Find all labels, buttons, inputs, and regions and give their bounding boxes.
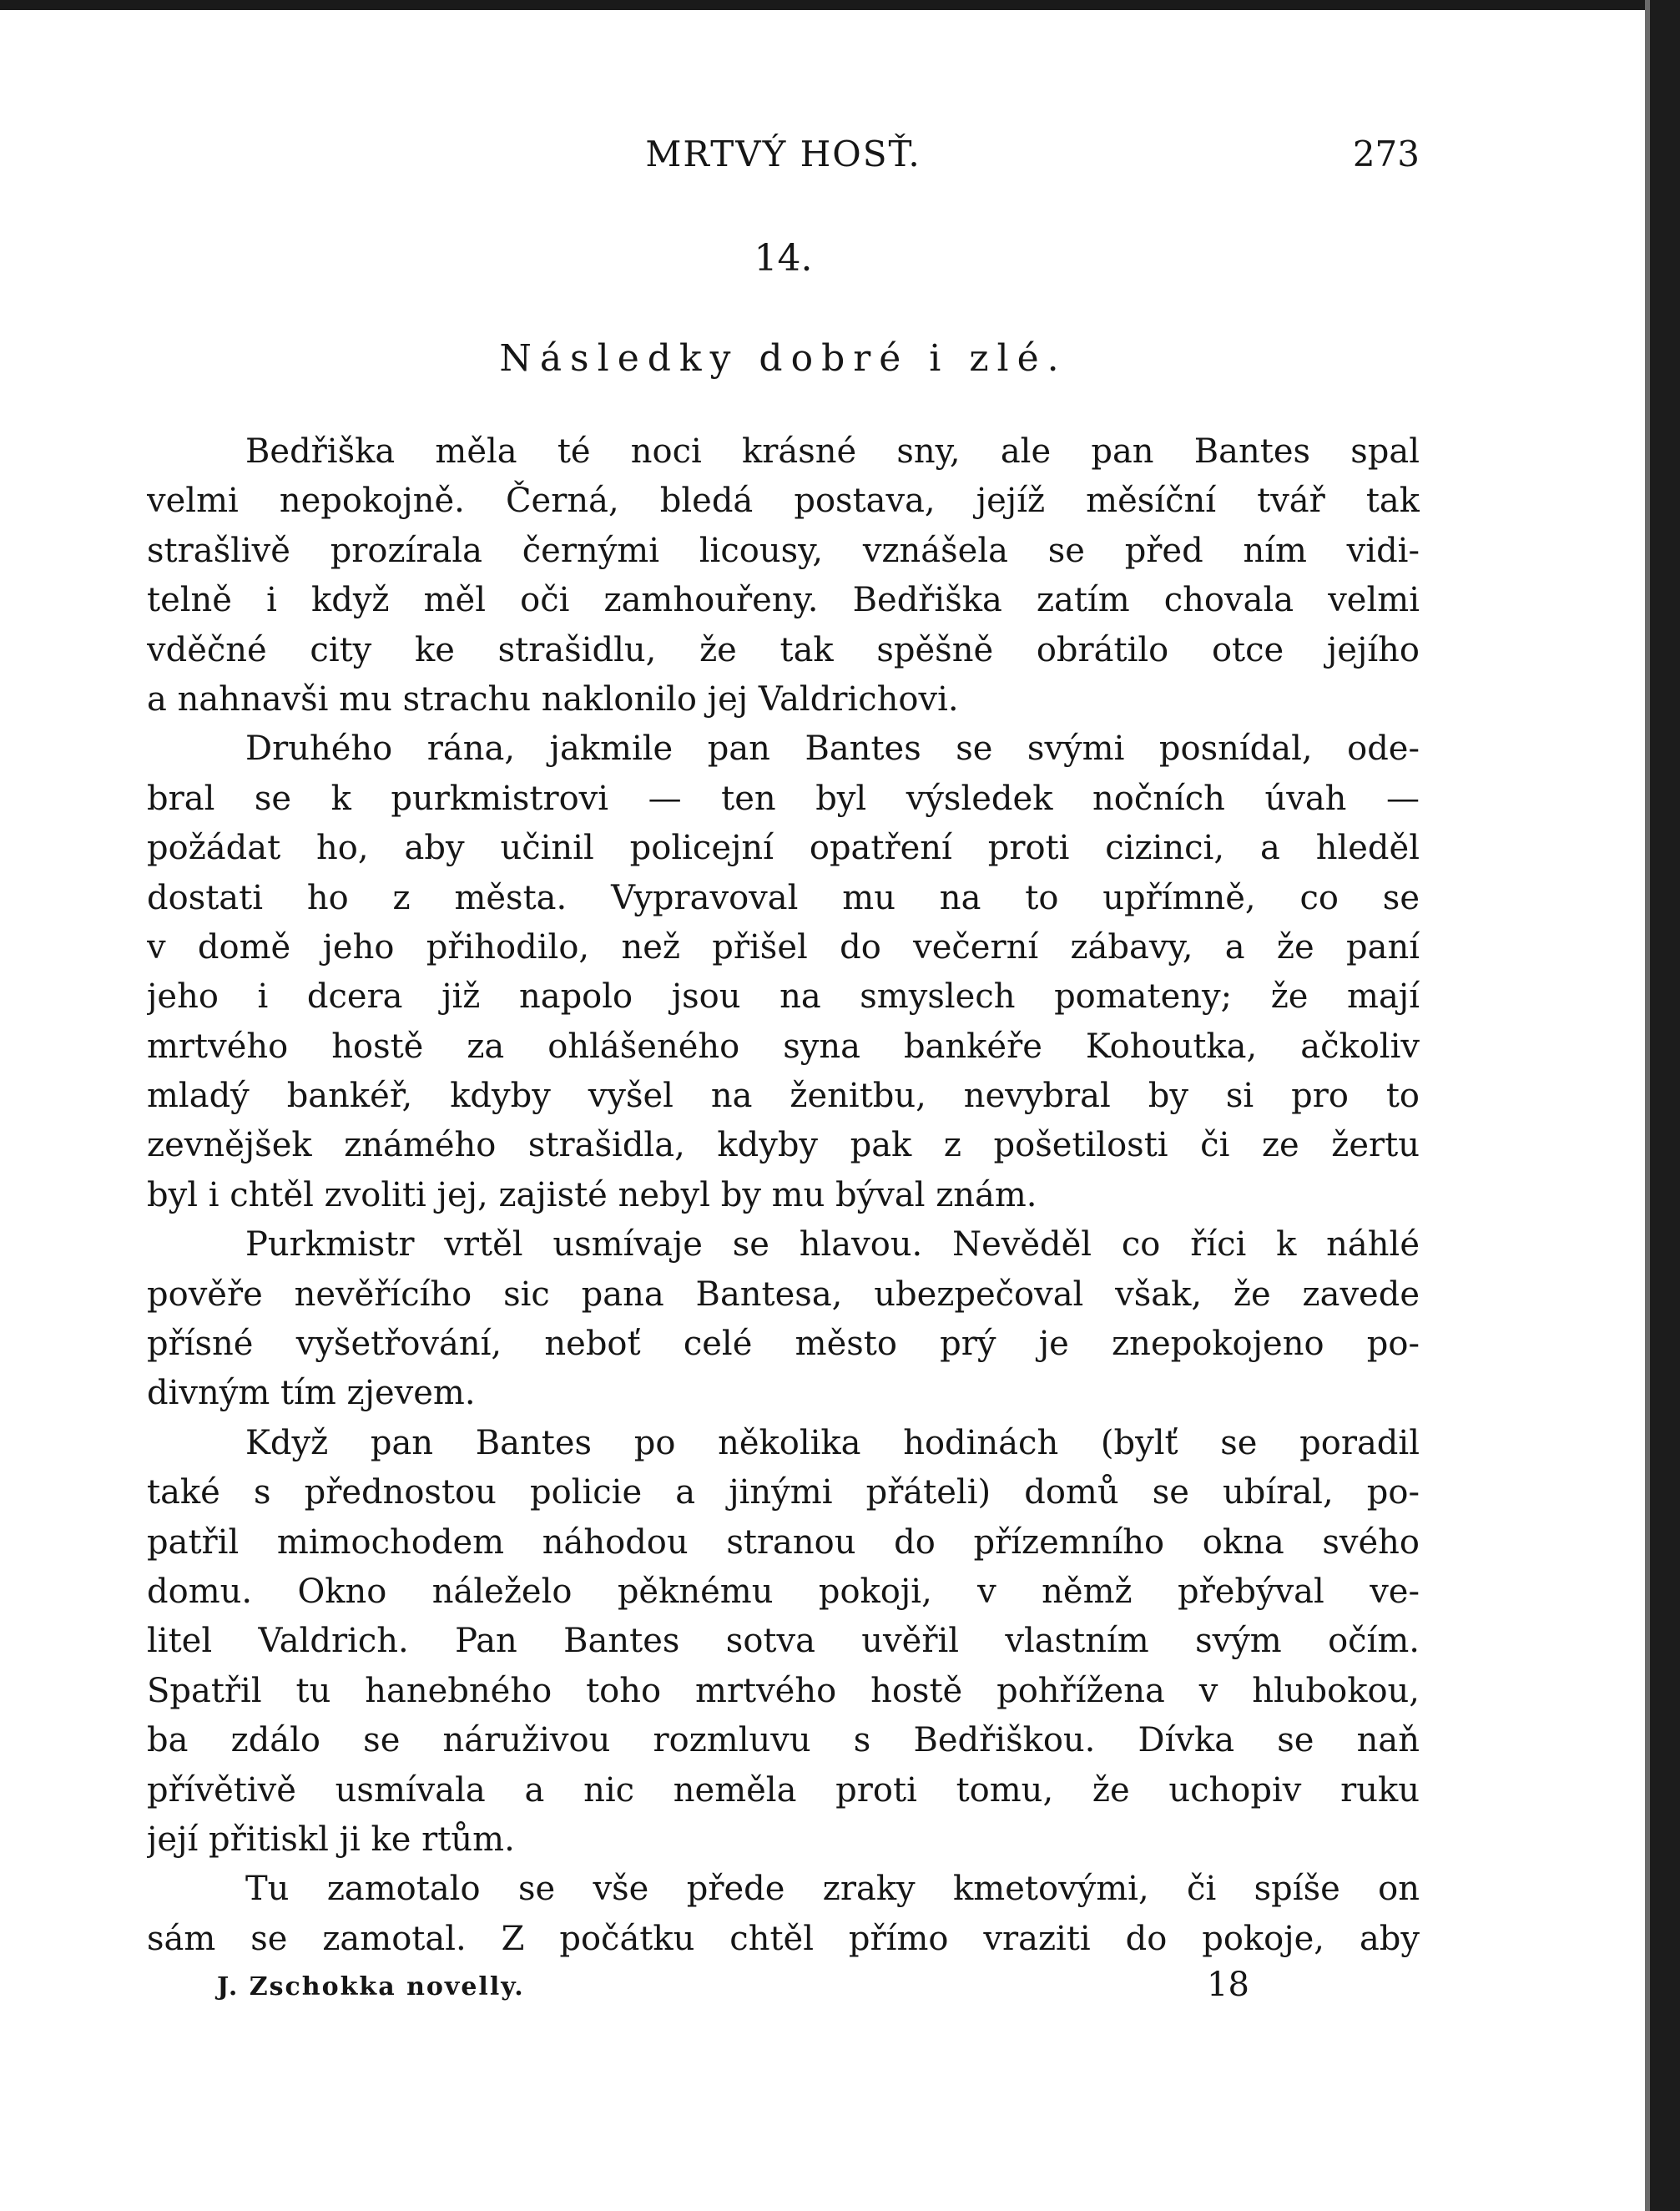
scan-edge-top xyxy=(0,0,1680,10)
text-line: Druhého rána, jakmile pan Bantes se svými posnídal, ode- xyxy=(245,729,1420,769)
text-line: v domě jeho přihodilo, než přišel do večerní zábavy, a že paní xyxy=(147,927,1420,967)
text-line: vděčné city ke strašidlu, že tak spěšně obrátilo otce jejího xyxy=(147,630,1420,669)
chapter-number: 14. xyxy=(754,237,813,280)
text-line: sám se zamotal. Z počátku chtěl přímo vraziti do pokoje, aby xyxy=(147,1919,1420,1958)
text-line: zevnějšek známého strašidla, kdyby pak z pošetilosti či ze žertu xyxy=(147,1126,1420,1165)
sheet-number: 18 xyxy=(1207,1966,1249,2005)
text-line: strašlivě prozírala černými licousy, vznášela se před ním vidi- xyxy=(147,531,1420,570)
text-line: přísné vyšetřování, neboť celé město prý je znepokojeno po- xyxy=(147,1325,1420,1364)
text-line: Bedřiška měla té noci krásné sny, ale pan Bantes spal xyxy=(245,432,1420,471)
text-line: mrtvého hostě za ohlášeného syna bankéře Kohoutka, ačkoliv xyxy=(147,1027,1420,1066)
text-line: domu. Okno náleželo pěknému pokoji, v němž přebýval ve- xyxy=(147,1572,1420,1611)
text-line: byl i chtěl zvoliti jej, zajisté nebyl by mu býval znám. xyxy=(147,1175,1037,1214)
text-line: Spatřil tu hanebného toho mrtvého hostě pohřížena v hlubokou, xyxy=(147,1671,1420,1710)
text-line: bral se k purkmistrovi — ten byl výsledek nočních úvah — xyxy=(147,779,1420,818)
scan-edge-right xyxy=(1650,0,1680,2211)
text-line: požádat ho, aby učinil policejní opatření proti cizinci, a hleděl xyxy=(147,829,1420,868)
text-line: jeho i dcera již napolo jsou na smyslech pomateny; že mají xyxy=(147,977,1420,1017)
text-line: mladý bankéř, kdyby vyšel na ženitbu, nevybral by si pro to xyxy=(147,1077,1420,1116)
text-line: dostati ho z města. Vypravoval mu na to upřímně, co se xyxy=(147,878,1420,917)
text-line: patřil mimochodem náhodou stranou do přízemního okna svého xyxy=(147,1522,1420,1562)
text-line: ba zdálo se náruživou rozmluvu s Bedřiškou. Dívka se naň xyxy=(147,1721,1420,1760)
text-line: velmi nepokojně. Černá, bledá postava, jejíž měsíční tvář tak xyxy=(147,482,1420,521)
book-page xyxy=(147,134,1420,2053)
chapter-title: Následky dobré i zlé. xyxy=(499,337,1067,380)
text-line: její přitiskl ji ke rtům. xyxy=(147,1820,515,1859)
text-line: přívětivě usmívala a nic neměla proti tomu, že uchopiv ruku xyxy=(147,1770,1420,1810)
running-title: MRTVÝ HOSŤ. xyxy=(645,134,921,174)
text-line: Když pan Bantes po několika hodinách (bylť se poradil xyxy=(245,1423,1420,1462)
running-head xyxy=(147,134,1420,184)
page-footer xyxy=(147,1966,1420,2016)
text-line: také s přednostou policie a jinými přáteli) domů se ubíral, po- xyxy=(147,1473,1420,1512)
text-line: telně i když měl oči zamhouřeny. Bedřiška zatím chovala velmi xyxy=(147,581,1420,620)
text-line: pověře nevěřícího sic pana Bantesa, ubezpečoval však, že zavede xyxy=(147,1275,1420,1314)
text-line: litel Valdrich. Pan Bantes sotva uvěřil vlastním svým očím. xyxy=(147,1622,1420,1661)
page-number: 273 xyxy=(1352,134,1420,174)
text-line: a nahnavši mu strachu naklonilo jej Valdrichovi. xyxy=(147,679,959,719)
body-text xyxy=(147,427,1420,1964)
text-line: Purkmistr vrtěl usmívaje se hlavou. Nevěděl co říci k náhlé xyxy=(245,1225,1420,1265)
text-line: Tu zamotalo se vše přede zraky kmetovými, či spíše on xyxy=(245,1870,1420,1909)
printer-signature: J. Zschokka novelly. xyxy=(217,1972,525,2002)
text-line: divným tím zjevem. xyxy=(147,1374,476,1413)
